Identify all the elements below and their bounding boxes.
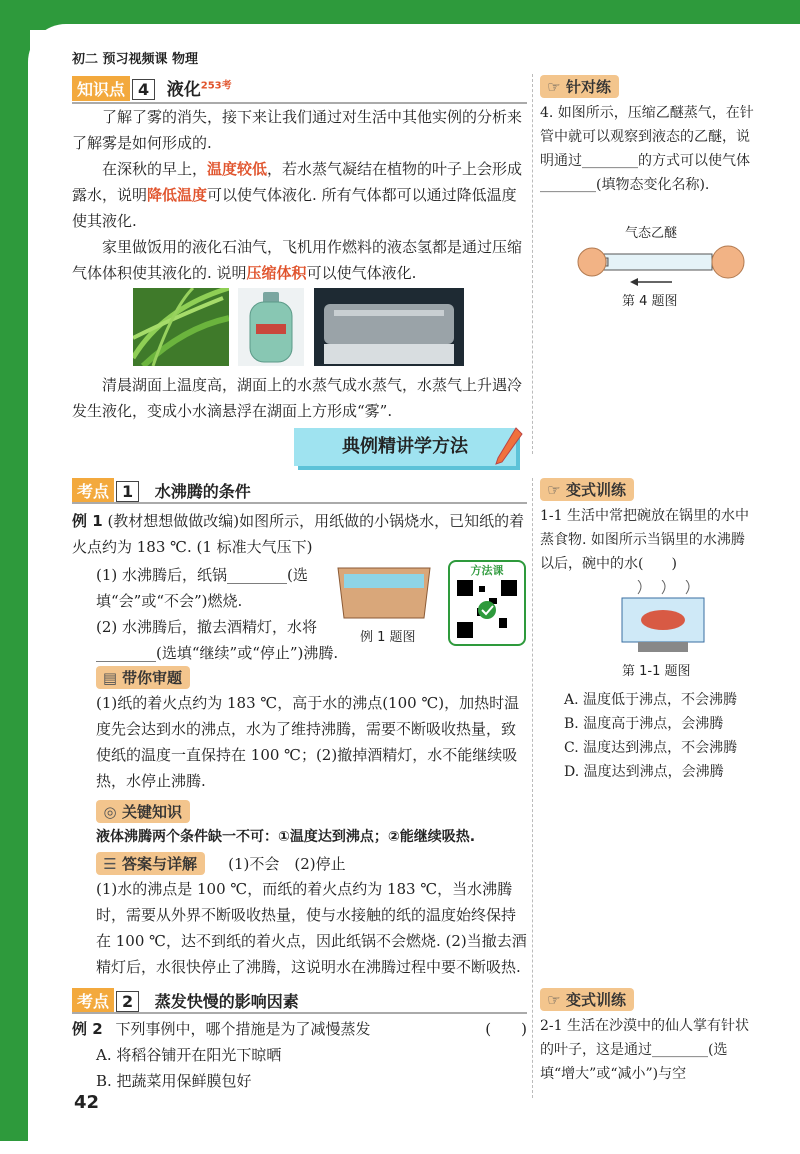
exam-point-1-title: 水沸腾的条件 [154, 482, 251, 501]
pointing-hand-icon: ☞ [547, 78, 561, 96]
example-2-label: 例 2 [72, 1020, 103, 1038]
variant-1-question: 1-1 生活中常把碗放在锅里的水中蒸食物. 如图所示当锅里的水沸腾以后，碗中的水( ) [540, 508, 749, 572]
column-divider-top [532, 74, 533, 454]
kp4-p2-text-a: 在深秋的早上， [102, 160, 208, 178]
key-text: 液体沸腾两个条件缺一不可：①温度达到沸点；②能继续吸热. [96, 829, 476, 845]
column-divider-bottom [532, 478, 533, 1098]
example-2-option-b[interactable]: B. 把蔬菜用保鲜膜包好 [96, 1072, 252, 1090]
guide-text: (1)纸的着火点约为 183 ℃，高于水的沸点(100 ℃)，加热时温度先会达到水的沸点，水为了维持沸腾，需要不断吸收热量，致使纸的温度一直保持在 100 ℃；(2)撤掉酒精灯，水不能继续吸热，水停止沸腾. [96, 694, 520, 790]
exam-point-1-rule [72, 502, 527, 504]
knowledge-point-title: 液化 [166, 80, 201, 100]
variant-1-options [564, 688, 737, 784]
side-green-bar [0, 0, 30, 1141]
dew-leaves-photo [133, 288, 229, 366]
practice-label: 针对练 [566, 78, 612, 96]
key-label: 关键知识 [122, 803, 183, 821]
target-icon: ◎ [103, 803, 117, 821]
practice-figure-caption: 第 4 题图 [622, 294, 678, 309]
example-2-answer-paren: ( ) [485, 1020, 527, 1038]
answer-text: (1)水的沸点是 100 ℃，而纸的着火点约为 183 ℃，当水沸腾时，需要从外界不断吸收热量，使与水接触的纸的温度始终保持在 100 ℃，达不到纸的着火点，因此纸锅不会燃烧. (2)当撤去酒精灯后，水很快停止了沸腾，这说明水在沸腾过程中要不断吸热. [96, 880, 527, 976]
method-banner-title: 典例精讲学方法 [342, 436, 468, 457]
variant-1-figure-caption: 第 1-1 题图 [622, 664, 691, 679]
variant-2-question: 2-1 生活在沙漠中的仙人掌有针状的叶子，这是通过________(选填“增大”或“减小”)与空 [540, 1018, 749, 1082]
method-banner [294, 428, 516, 466]
document-icon: ▤ [102, 669, 118, 687]
method-qr-box[interactable] [448, 560, 526, 646]
knowledge-point-heading [72, 75, 232, 101]
variant-1-option-d[interactable]: D. 温度达到沸点，会沸腾 [564, 764, 724, 780]
hydrogen-tank-photo [314, 288, 464, 366]
pointing-hand-icon: ☞ [547, 481, 561, 499]
answer-short: (1)不会 (2)停止 [228, 855, 346, 873]
qr-code-icon [455, 578, 519, 640]
exam-point-2-number: 2 [116, 991, 139, 1012]
page-number: 42 [74, 1092, 100, 1113]
example-2-stem [72, 1016, 527, 1042]
syringe-figure [572, 238, 748, 294]
example-1-q1: (1) 水沸腾后，纸锅________(选填“会”或“不会”)燃烧. [96, 566, 308, 610]
example-2-text: 下列事例中，哪个措施是为了减慢蒸发 [115, 1020, 371, 1038]
example-1-figure-caption: 例 1 题图 [360, 630, 416, 645]
guide-pill [96, 666, 190, 689]
steaming-pot-figure [608, 580, 718, 656]
variant-1-option-b[interactable]: B. 温度高于沸点，会沸腾 [564, 716, 724, 732]
page-header: 初二 预习视频课 物理 [72, 52, 199, 67]
kp4-p3-text-a: 家里做饭用的液化石油气，飞机用作燃料的液态氢都是通过压缩气体体积使其液化的. 说明 [72, 238, 523, 282]
variant-2-label: 变式训练 [566, 991, 627, 1009]
exam-point-1-number: 1 [116, 481, 139, 502]
kp4-p2-text-c: 可以使气体液化. 所有气体都可以通过降低温度使其液化. [72, 186, 517, 230]
list-icon: ☰ [103, 855, 117, 873]
pencil-icon [492, 426, 524, 468]
exam-point-2-heading [72, 988, 299, 1013]
kp4-para-4: 清晨湖面上温度高，湖面上的水蒸气成水蒸气，水蒸气上升遇冷发生液化，变成小水滴悬浮在湖面上方形成“雾”. [72, 376, 523, 420]
answer-pill [96, 852, 346, 875]
ether-gas-label: 气态乙醚 [625, 226, 678, 241]
variant-2-pill [540, 988, 634, 1011]
kp4-para-1: 了解了雾的消失，接下来让我们通过对生活中其他实例的分析来了解雾是如何形成的. [72, 108, 523, 152]
exam-point-2-title: 蒸发快慢的影响因素 [154, 992, 299, 1011]
example-2-option-a[interactable]: A. 将稻谷铺开在阳光下晾晒 [96, 1046, 282, 1064]
example-1-stem [72, 508, 527, 560]
example-1-label: 例 1 [72, 512, 103, 530]
kp4-para-3 [72, 234, 527, 286]
pointing-hand-icon: ☞ [547, 991, 561, 1009]
kp4-p2-highlight-2: 降低温度 [147, 186, 208, 204]
kp4-p3-highlight: 压缩体积 [246, 264, 307, 282]
practice-pill [540, 75, 619, 98]
exam-point-2-tag: 考点 [72, 988, 114, 1013]
variant-1-pill [540, 478, 634, 501]
exam-point-1-heading [72, 478, 251, 503]
variant-1-option-a[interactable]: A. 温度低于沸点，不会沸腾 [564, 692, 738, 708]
answer-label: 答案与详解 [122, 855, 198, 873]
example-2-options [96, 1042, 281, 1094]
practice-question-4: 4. 如图所示，压缩乙醚蒸气，在针管中就可以观察到液态的乙醚，说明通过________的方式可以使气体________(填物态变化名称). [540, 105, 754, 193]
paper-pot-figure [334, 562, 434, 624]
kp4-p3-text-b: 可以使气体液化. [306, 264, 417, 282]
exam-point-2-rule [72, 1012, 527, 1014]
guide-label: 带你审题 [122, 669, 183, 687]
example-1-q2: (2) 水沸腾后，撤去酒精灯，水将________(选填“继续”或“停止”)沸腾. [96, 618, 339, 662]
kp4-p2-text-b: ，若水蒸气凝结在植物的叶子上会形成露水，说明 [72, 160, 523, 204]
knowledge-point-number: 4 [132, 79, 155, 100]
kp4-para-2 [72, 156, 527, 234]
lpg-cylinder-photo [238, 288, 304, 366]
exam-point-1-tag: 考点 [72, 478, 114, 503]
method-qr-label: 方法课 [470, 564, 504, 577]
knowledge-point-tag: 知识点 [72, 76, 130, 101]
kp4-p2-highlight-1: 温度较低 [207, 160, 268, 178]
key-pill [96, 800, 190, 823]
exam-count-sup: 253考 [200, 80, 232, 92]
variant-1-label: 变式训练 [566, 481, 627, 499]
example-1-text: (教材想想做做改编)如图所示，用纸做的小锅烧水，已知纸的着火点约为 183 ℃. (1 标准大气压下) [72, 512, 525, 556]
variant-1-option-c[interactable]: C. 温度达到沸点，不会沸腾 [564, 740, 738, 756]
